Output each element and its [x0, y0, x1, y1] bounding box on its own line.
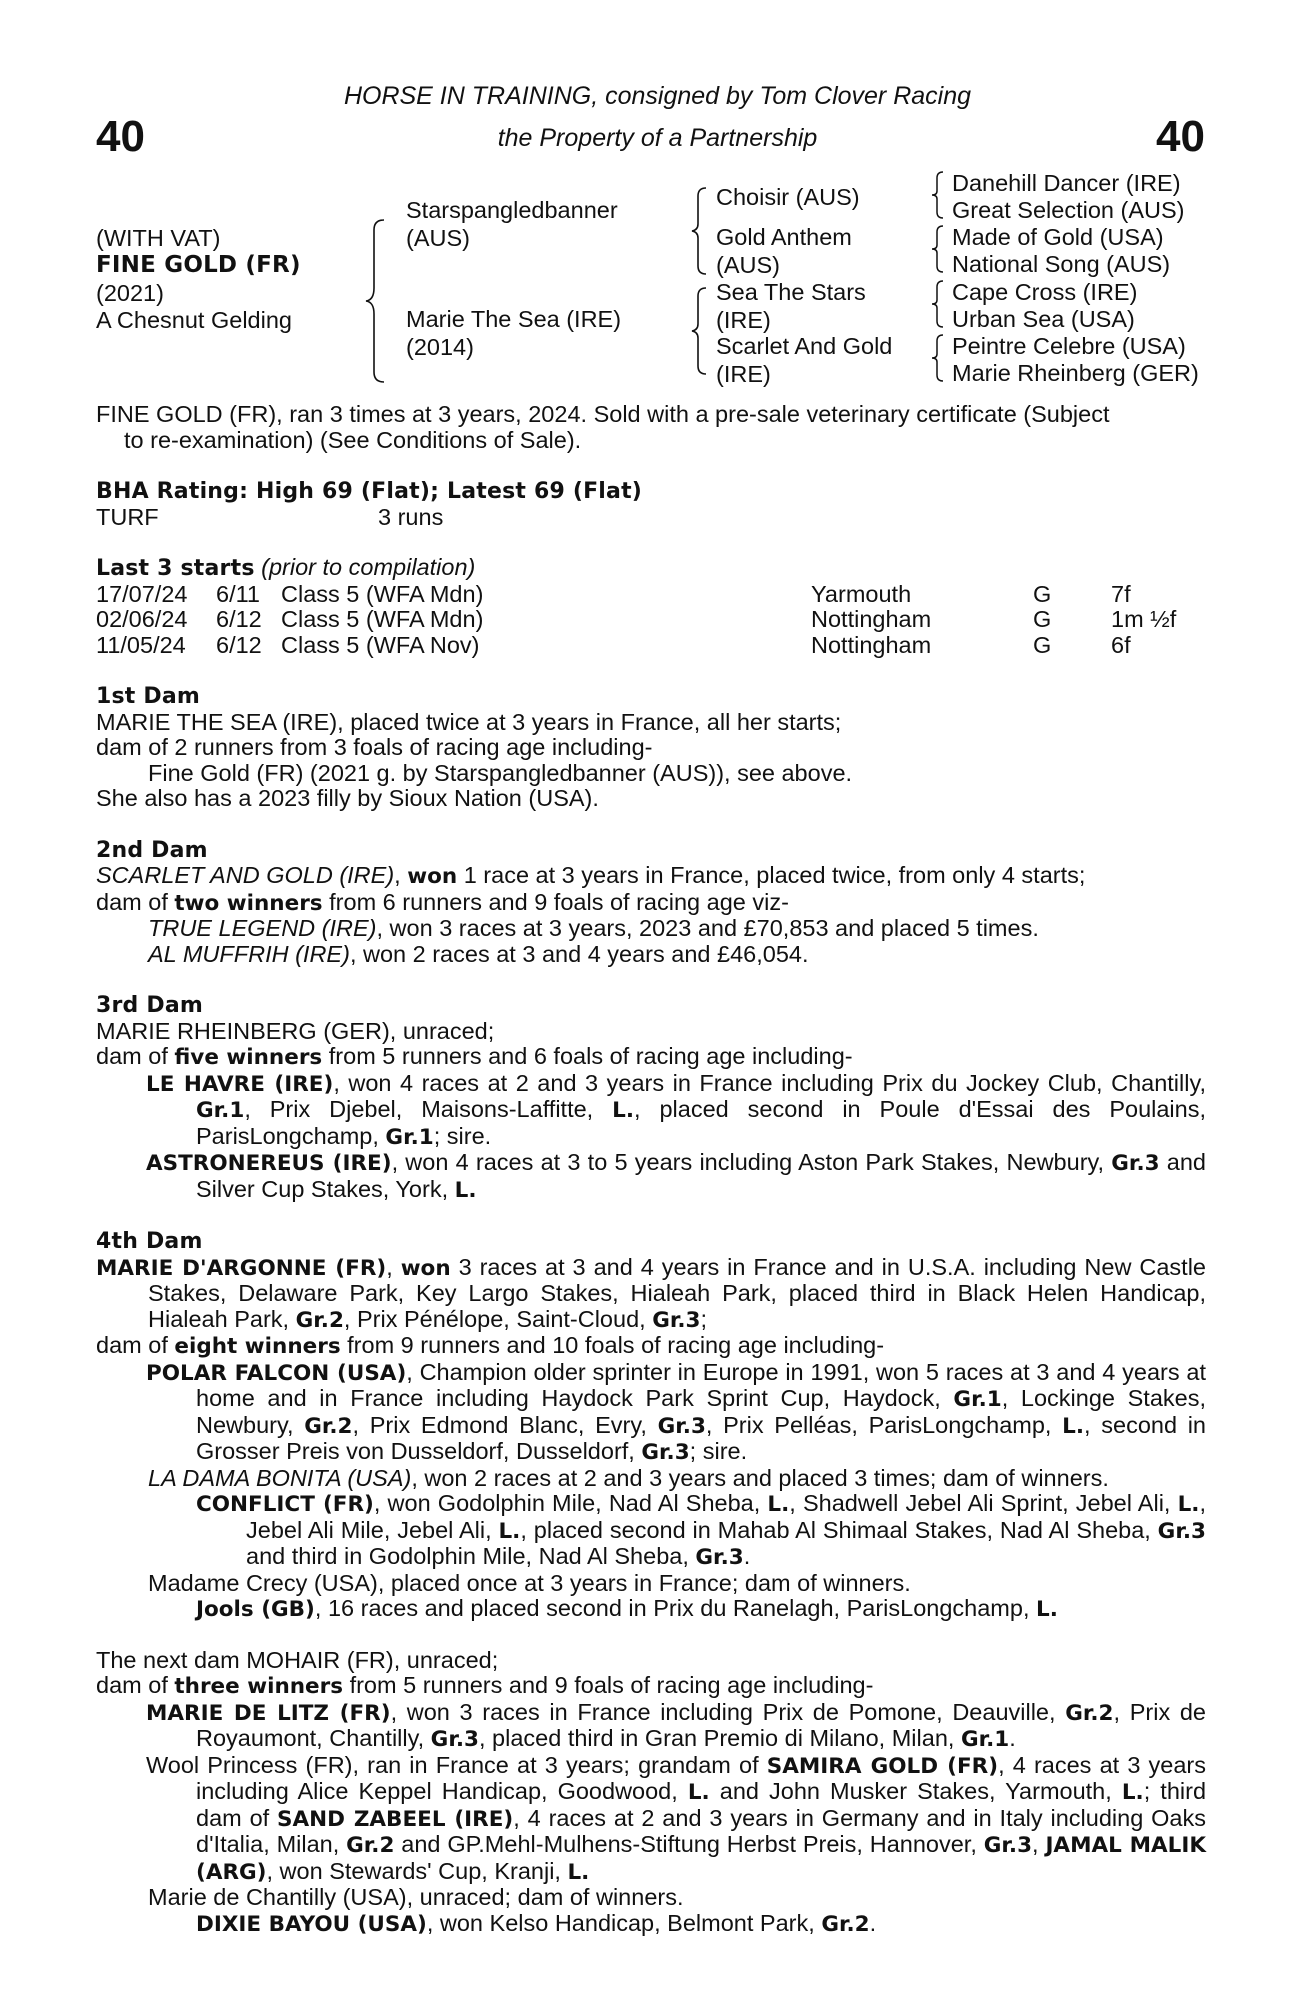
next-offspring-marie-de-chantilly: Marie de Chantilly (USA), unraced; dam of winners. — [148, 1884, 684, 1910]
dam-name: Marie The Sea (IRE) (2014) — [406, 306, 622, 360]
grandsire-2: Great Selection (AUS) — [952, 197, 1185, 223]
horse-name: FINE GOLD (FR) — [96, 252, 301, 278]
table-row: 02/06/24 6/12 Class 5 (WFA Mdn) Nottingham G 1m ½f — [96, 606, 1177, 632]
catalogue-body — [96, 402, 1206, 1937]
pedigree-brace-g4 — [928, 333, 948, 383]
dam2-heading: 2nd Dam — [96, 837, 208, 863]
surface-runs: TURF 3 runs — [96, 503, 444, 530]
dam1-produce: dam of 2 runners from 3 foals of racing age including- — [96, 734, 653, 760]
grandsire-5: Cape Cross (IRE) — [952, 279, 1138, 305]
pedigree-brace-g1 — [928, 170, 948, 220]
dam2-line: SCARLET AND GOLD (IRE), won 1 race at 3 years in France, placed twice, from only 4 starts; — [96, 862, 1086, 889]
dam4-heading: 4th Dam — [96, 1229, 203, 1254]
dam4-grandoffspring-conflict: CONFLICT (FR), won Godolphin Mile, Nad Al Sheba, L., Shadwell Jebel Ali Sprint, Jebel Ali, L., Jebel Ali Mile, Jebel Ali, L., placed second in Mahab Al Shimaal Stakes, Nad Al Sheba, Gr.3 and third in Godolphin Mile, Nad Al Sheba, Gr.3. — [196, 1490, 1206, 1570]
dam4-offspring-la-dama-bonita: LA DAMA BONITA (USA), won 2 races at 2 and 3 years and placed 3 times; dam of winners. — [148, 1464, 1109, 1491]
next-dam-line: The next dam MOHAIR (FR), unraced; — [96, 1646, 499, 1673]
dam4-grandoffspring-jools: Jools (GB), 16 races and placed second in Prix du Ranelagh, ParisLongchamp, L. — [196, 1595, 1058, 1622]
grandsire-6: Urban Sea (USA) — [952, 306, 1135, 332]
lot-number-right: 40 — [1156, 112, 1205, 161]
dam-sire: Sea The Stars (IRE) — [716, 279, 866, 333]
horse-year: (2021) — [96, 280, 164, 306]
property-line: the Property of a Partnership — [497, 124, 818, 152]
dam3-offspring-astronereus: ASTRONEREUS (IRE), won 4 races at 3 to 5 years including Aston Park Stakes, Newbury, Gr.3 and Silver Cup Stakes, York, L. — [146, 1149, 1206, 1203]
lot-number-left: 40 — [96, 112, 145, 161]
dam1-line: MARIE THE SEA (IRE), placed twice at 3 years in France, all her starts; — [96, 708, 842, 735]
starts-table — [96, 582, 1206, 659]
summary-text: FINE GOLD (FR), ran 3 times at 3 years, 2024. Sold with a pre-sale veterinary certificate (Subject to re-examination) (See Conditions of Sale). — [96, 401, 1110, 453]
horse-description: A Chesnut Gelding — [96, 307, 292, 333]
dam4-produce: dam of eight winners from 9 runners and 10 foals of racing age including- — [96, 1332, 885, 1359]
dam3-heading: 3rd Dam — [96, 993, 203, 1018]
dam3-produce: dam of five winners from 5 runners and 6 foals of racing age including- — [96, 1043, 853, 1070]
grandsire-8: Marie Rheinberg (GER) — [952, 360, 1199, 386]
dam4-offspring-madame-crecy: Madame Crecy (USA), placed once at 3 years in France; dam of winners. — [148, 1569, 911, 1596]
pedigree-brace-main — [362, 218, 392, 384]
grandsire-4: National Song (AUS) — [952, 251, 1171, 277]
pedigree-brace-g2 — [928, 224, 948, 274]
pedigree-brace-dam — [688, 286, 712, 376]
consignor-line: HORSE IN TRAINING, consigned by Tom Clover Racing — [343, 82, 972, 110]
next-offspring-marie-de-litz: MARIE DE LITZ (FR), won 3 races in France including Prix de Pomone, Deauville, Gr.2, Prix de Royaumont, Chantilly, Gr.3, placed third in Gran Premio di Milano, Milan, Gr.1. — [146, 1698, 1207, 1752]
last-starts-heading: Last 3 starts (prior to compilation) — [96, 554, 476, 581]
dam1-offspring: Fine Gold (FR) (2021 g. by Starspangledbanner (AUS)), see above. — [148, 759, 853, 786]
table-row: 17/07/24 6/11 Class 5 (WFA Mdn) Yarmouth G 7f — [96, 580, 1131, 607]
dam1-heading: 1st Dam — [96, 684, 201, 709]
dam1-note: She also has a 2023 filly by Sioux Nation (USA). — [96, 785, 599, 811]
dam4-offspring-polar-falcon: POLAR FALCON (USA), Champion older sprinter in Europe in 1991, won 5 races at 3 and 4 years at home and in France including Haydock Park Sprint Cup, Haydock, Gr.1, Lockinge Stakes, Newbury, Gr.2, Prix Edmond Blanc, Evry, Gr.3, Prix Pelléas, ParisLongchamp, L., second in Grosser Preis von Dusseldorf, Dusseldorf, Gr.3; sire. — [146, 1358, 1207, 1465]
table-row: 11/05/24 6/12 Class 5 (WFA Nov) Nottingham G 6f — [96, 631, 1131, 658]
dam2-produce: dam of two winners from 6 runners and 9 foals of racing age viz- — [96, 888, 789, 916]
dam4-line: MARIE D'ARGONNE (FR), won 3 races at 3 and 4 years in France and in U.S.A. including New Castle Stakes, Delaware Park, Key Largo Stakes, Hialeah Park, placed third in Black Helen Handicap, Hialeah Park, Gr.2, Prix Pénélope, Saint-Cloud, Gr.3; — [96, 1253, 1206, 1333]
vat-note: (WITH VAT) — [96, 225, 221, 251]
next-offspring-wool-princess: Wool Princess (FR), ran in France at 3 years; grandam of SAMIRA GOLD (FR), 4 races at 3 years including Alice Keppel Handicap, Goodwood, L. and John Musker Stakes, Yarmouth, L.; third dam of SAND ZABEEL (IRE), 4 races at 2 and 3 years in Germany and in Italy including Oaks d'Italia, Milan, Gr.2 and GP.Mehl-Mulhens-Stiftung Herbst Preis, Hannover, Gr.3, JAMAL MALIK (ARG), won Stewards' Cup, Kranji, L. — [146, 1751, 1207, 1885]
dam-dam: Scarlet And Gold (IRE) — [716, 333, 893, 387]
next-grandoffspring-dixie-bayou: DIXIE BAYOU (USA), won Kelso Handicap, Belmont Park, Gr.2. — [196, 1909, 877, 1937]
sire-sire: Choisir (AUS) — [716, 184, 860, 210]
sire-name: Starspangledbanner (AUS) — [406, 197, 618, 251]
grandsire-1: Danehill Dancer (IRE) — [952, 170, 1181, 196]
bha-rating: BHA Rating: High 69 (Flat); Latest 69 (Flat) — [96, 479, 643, 504]
grandsire-7: Peintre Celebre (USA) — [952, 333, 1186, 359]
dam2-offspring-2: AL MUFFRIH (IRE), won 2 races at 3 and 4 years and £46,054. — [148, 940, 809, 967]
pedigree-brace-sire — [688, 186, 712, 276]
pedigree-brace-g3 — [928, 279, 948, 329]
grandsire-3: Made of Gold (USA) — [952, 224, 1164, 250]
next-dam-produce: dam of three winners from 5 runners and 9 foals of racing age including- — [96, 1672, 874, 1699]
dam3-line: MARIE RHEINBERG (GER), unraced; — [96, 1017, 495, 1044]
dam3-offspring-le-havre: LE HAVRE (IRE), won 4 races at 2 and 3 years in France including Prix du Jockey Club, Chantilly, Gr.1, Prix Djebel, Maisons-Laffitte, L., placed second in Poule d'Essai des Poulains, ParisLongchamp, Gr.1; sire. — [146, 1069, 1206, 1150]
sire-dam: Gold Anthem (AUS) — [716, 224, 852, 278]
dam2-offspring-1: TRUE LEGEND (IRE), won 3 races at 3 years, 2023 and £70,853 and placed 5 times. — [148, 915, 1039, 941]
